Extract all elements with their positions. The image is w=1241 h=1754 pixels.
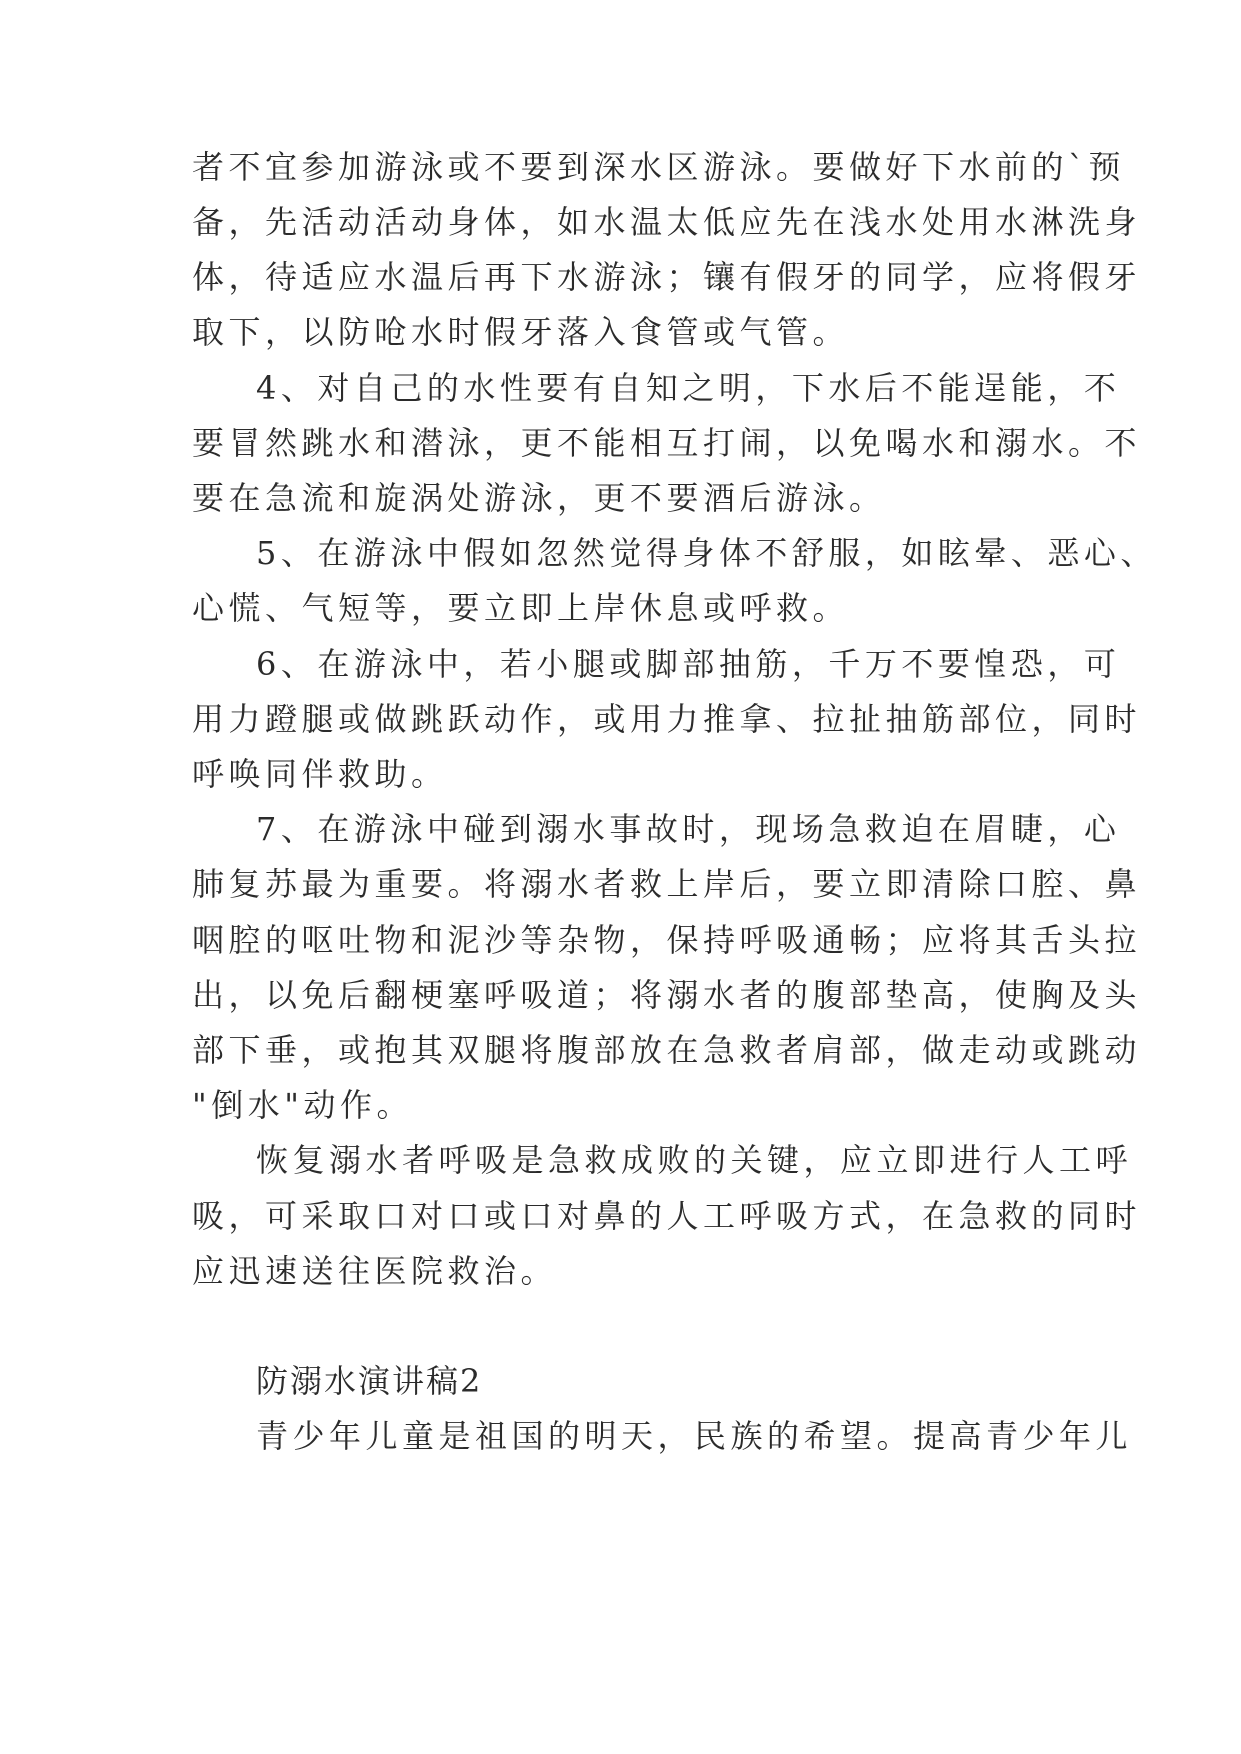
- text-line: 备，先活动活动身体，如水温太低应先在浅水处用水淋洗身: [192, 203, 1142, 241]
- text-line: 要冒然跳水和潜泳，更不能相互打闹，以免喝水和溺水。不: [192, 424, 1142, 462]
- text-line: 5、在游泳中假如忽然觉得身体不舒服，如眩晕、恶心、: [256, 534, 1157, 572]
- text-line: 肺复苏最为重要。将溺水者救上岸后，要立即清除口腔、鼻: [192, 865, 1142, 903]
- text-line: 应迅速送往医院救治。: [192, 1252, 558, 1290]
- text-line: 恢复溺水者呼吸是急救成败的关键，应立即进行人工呼: [256, 1141, 1133, 1179]
- section-title: 防溺水演讲稿2: [256, 1362, 483, 1400]
- text-line: 用力蹬腿或做跳跃动作，或用力推拿、拉扯抽筋部位，同时: [192, 700, 1142, 738]
- text-line: 要在急流和旋涡处游泳，更不要酒后游泳。: [192, 479, 886, 517]
- text-line: 4、对自己的水性要有自知之明，下水后不能逞能，不: [256, 369, 1121, 407]
- text-line: 者不宜参加游泳或不要到深水区游泳。要做好下水前的`预: [192, 148, 1126, 186]
- text-line: 取下，以防呛水时假牙落入食管或气管。: [192, 313, 850, 351]
- text-line: 呼唤同伴救助。: [192, 755, 448, 793]
- text-line: 体，待适应水温后再下水游泳；镶有假牙的同学，应将假牙: [192, 258, 1142, 296]
- text-line: 6、在游泳中，若小腿或脚部抽筋，千万不要惶恐，可: [256, 645, 1121, 683]
- text-line: 部下垂，或抱其双腿将腹部放在急救者肩部，做走动或跳动: [192, 1031, 1142, 1069]
- text-line: 心慌、气短等，要立即上岸休息或呼救。: [192, 589, 850, 627]
- text-line: 咽腔的呕吐物和泥沙等杂物，保持呼吸通畅；应将其舌头拉: [192, 921, 1142, 959]
- text-line: 出，以免后翻梗塞呼吸道；将溺水者的腹部垫高，使胸及头: [192, 976, 1142, 1014]
- text-line: 7、在游泳中碰到溺水事故时，现场急救迫在眉睫，心: [256, 810, 1121, 848]
- text-line: "倒水"动作。: [192, 1086, 413, 1124]
- text-line: 吸，可采取口对口或口对鼻的人工呼吸方式，在急救的同时: [192, 1197, 1142, 1235]
- text-line: 青少年儿童是祖国的明天，民族的希望。提高青少年儿: [256, 1417, 1133, 1455]
